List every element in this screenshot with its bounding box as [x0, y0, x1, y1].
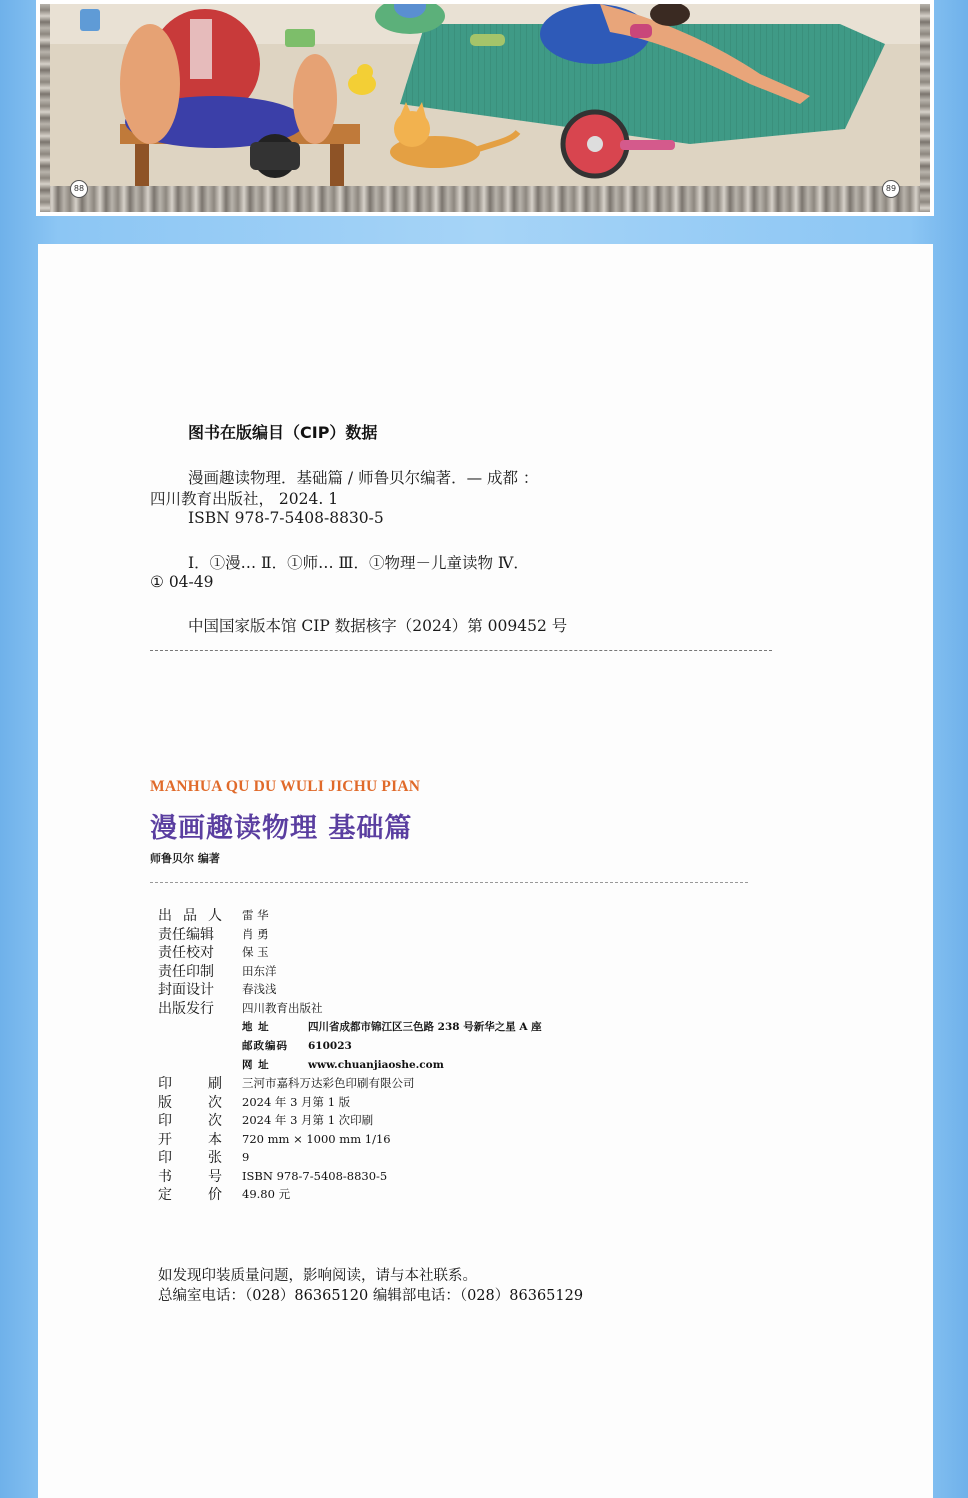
credit-value: 肖 勇: [242, 926, 269, 941]
credit-value: 春浅浅: [242, 982, 277, 997]
credit-label: [158, 905, 222, 925]
credit-value: 720 mm × 1000 mm 1/16: [242, 1131, 391, 1146]
ornate-frame-right: [920, 4, 930, 212]
credit-row: [158, 1148, 542, 1167]
credit-label-char: 封面设计: [158, 982, 214, 999]
credit-label: [158, 1166, 222, 1186]
publisher-detail-value: www.chuanjiaoshe.com: [308, 1058, 444, 1071]
credit-value: 雷 华: [242, 908, 269, 923]
credit-value: ISBN 978-7-5408-8830-5: [242, 1168, 388, 1183]
credit-label: [158, 1129, 222, 1149]
credit-label-char: 开: [158, 1131, 172, 1148]
page-number-right: 89: [882, 180, 900, 198]
credit-label: [158, 942, 222, 962]
publisher-detail-row: [158, 1055, 542, 1074]
publisher-detail-label: 网 址: [242, 1059, 270, 1071]
credit-row: [158, 925, 542, 944]
credit-value: 2024 年 3 月第 1 版: [242, 1094, 351, 1109]
book-author: 师鲁贝尔 编著: [150, 852, 220, 865]
credit-label-char: 号: [208, 1168, 222, 1185]
book-title-pinyin: MANHUA QU DU WULI JICHU PIAN: [150, 778, 421, 795]
comic-scene: [40, 4, 930, 212]
cip-line-2: 四川教育出版社， 2024. 1: [150, 490, 339, 508]
credit-label-char: 刷: [208, 1076, 222, 1093]
credit-label: [158, 1184, 222, 1204]
publisher-detail-row: [158, 1017, 542, 1036]
cip-heading: 图书在版编目（CIP）数据: [188, 423, 378, 442]
credit-label-char: 责任印制: [158, 963, 214, 980]
cip-record-number: 中国国家版本馆 CIP 数据核字（2024）第 009452 号: [188, 617, 568, 635]
credit-value: 三河市嘉科万达彩色印刷有限公司: [242, 1076, 415, 1091]
credit-label-char: 价: [208, 1187, 222, 1204]
credit-label: [158, 979, 222, 999]
credit-label-char: 责任编辑: [158, 926, 214, 943]
credit-label: [158, 924, 222, 944]
cip-class-number: ① 04-49: [150, 573, 214, 591]
credit-label: [158, 998, 222, 1018]
credit-label-char: 版: [158, 1094, 172, 1111]
title-divider: [150, 882, 748, 883]
ornate-frame-left: [40, 4, 50, 212]
credit-row: [158, 1167, 542, 1186]
comic-illustration: [36, 0, 934, 216]
book-title: 漫画趣读物理 基础篇: [150, 813, 413, 844]
printing-details: [158, 1074, 542, 1204]
publisher-detail-row: [158, 1036, 542, 1055]
cip-line-1: 漫画趣读物理．基础篇 / 师鲁贝尔编著．— 成都 ：: [188, 469, 539, 487]
credit-label-char: 张: [208, 1150, 222, 1167]
credit-value: 2024 年 3 月第 1 次印刷: [242, 1113, 374, 1128]
credit-label-char: 责任校对: [158, 945, 214, 962]
credit-label: [158, 1110, 222, 1130]
credit-label: [158, 1147, 222, 1167]
publisher-detail-label: 地 址: [242, 1021, 270, 1033]
copyright-page: [38, 244, 933, 1498]
credit-label: [158, 1092, 222, 1112]
cip-classification: Ⅰ．①漫… Ⅱ．①师… Ⅲ．①物理－儿童读物 Ⅳ．: [188, 554, 529, 572]
credits-block: [158, 906, 542, 1204]
credit-label-char: 印: [158, 1150, 172, 1167]
cip-isbn: ISBN 978-7-5408-8830-5: [188, 509, 384, 527]
credit-label-char: 定: [158, 1187, 172, 1204]
credit-label-char: 本: [208, 1131, 222, 1148]
credit-label-char: 出: [158, 908, 172, 925]
quality-notice: 如发现印装质量问题，影响阅读，请与本社联系。: [158, 1268, 477, 1284]
credit-row: [158, 1111, 542, 1130]
credit-value: 49.80 元: [242, 1187, 291, 1202]
credit-label-char: 印: [158, 1076, 172, 1093]
credit-value: 四川教育出版社: [242, 1000, 323, 1015]
cip-divider: [150, 650, 772, 651]
credit-row: [158, 1074, 542, 1093]
credits-list: [158, 906, 542, 1017]
ornate-frame-bottom: [40, 186, 930, 212]
publisher-detail-value: 四川省成都市锦江区三色路 238 号新华之星 A 座: [308, 1021, 542, 1033]
credit-label: [158, 1073, 222, 1093]
credit-label-char: 次: [208, 1113, 222, 1130]
credit-label-char: 品: [183, 908, 197, 925]
credit-row: [158, 906, 542, 925]
publisher-details: [158, 1017, 542, 1074]
credit-value: 保 玉: [242, 945, 269, 960]
credit-row: [158, 962, 542, 981]
credit-row: [158, 980, 542, 999]
credit-label-char: 印: [158, 1113, 172, 1130]
publisher-detail-value: 610023: [308, 1039, 352, 1052]
credit-value: 田东洋: [242, 963, 277, 978]
credit-value: 9: [242, 1150, 250, 1165]
page-number-left: 88: [70, 180, 88, 198]
credit-row: [158, 1093, 542, 1112]
credit-row: [158, 999, 542, 1018]
exercise-scene-drawing: [40, 4, 930, 212]
credit-label-char: 人: [208, 908, 222, 925]
credit-label: [158, 961, 222, 981]
credit-row: [158, 1130, 542, 1149]
contact-phones: 总编室电话：（028）86365120 编辑部电话：（028）86365129: [158, 1288, 584, 1304]
credit-row: [158, 1185, 542, 1204]
credit-label-char: 次: [208, 1094, 222, 1111]
credit-row: [158, 943, 542, 962]
credit-label-char: 出版发行: [158, 1000, 214, 1017]
publisher-detail-label: 邮政编码: [242, 1040, 288, 1052]
credit-label-char: 书: [158, 1168, 172, 1185]
